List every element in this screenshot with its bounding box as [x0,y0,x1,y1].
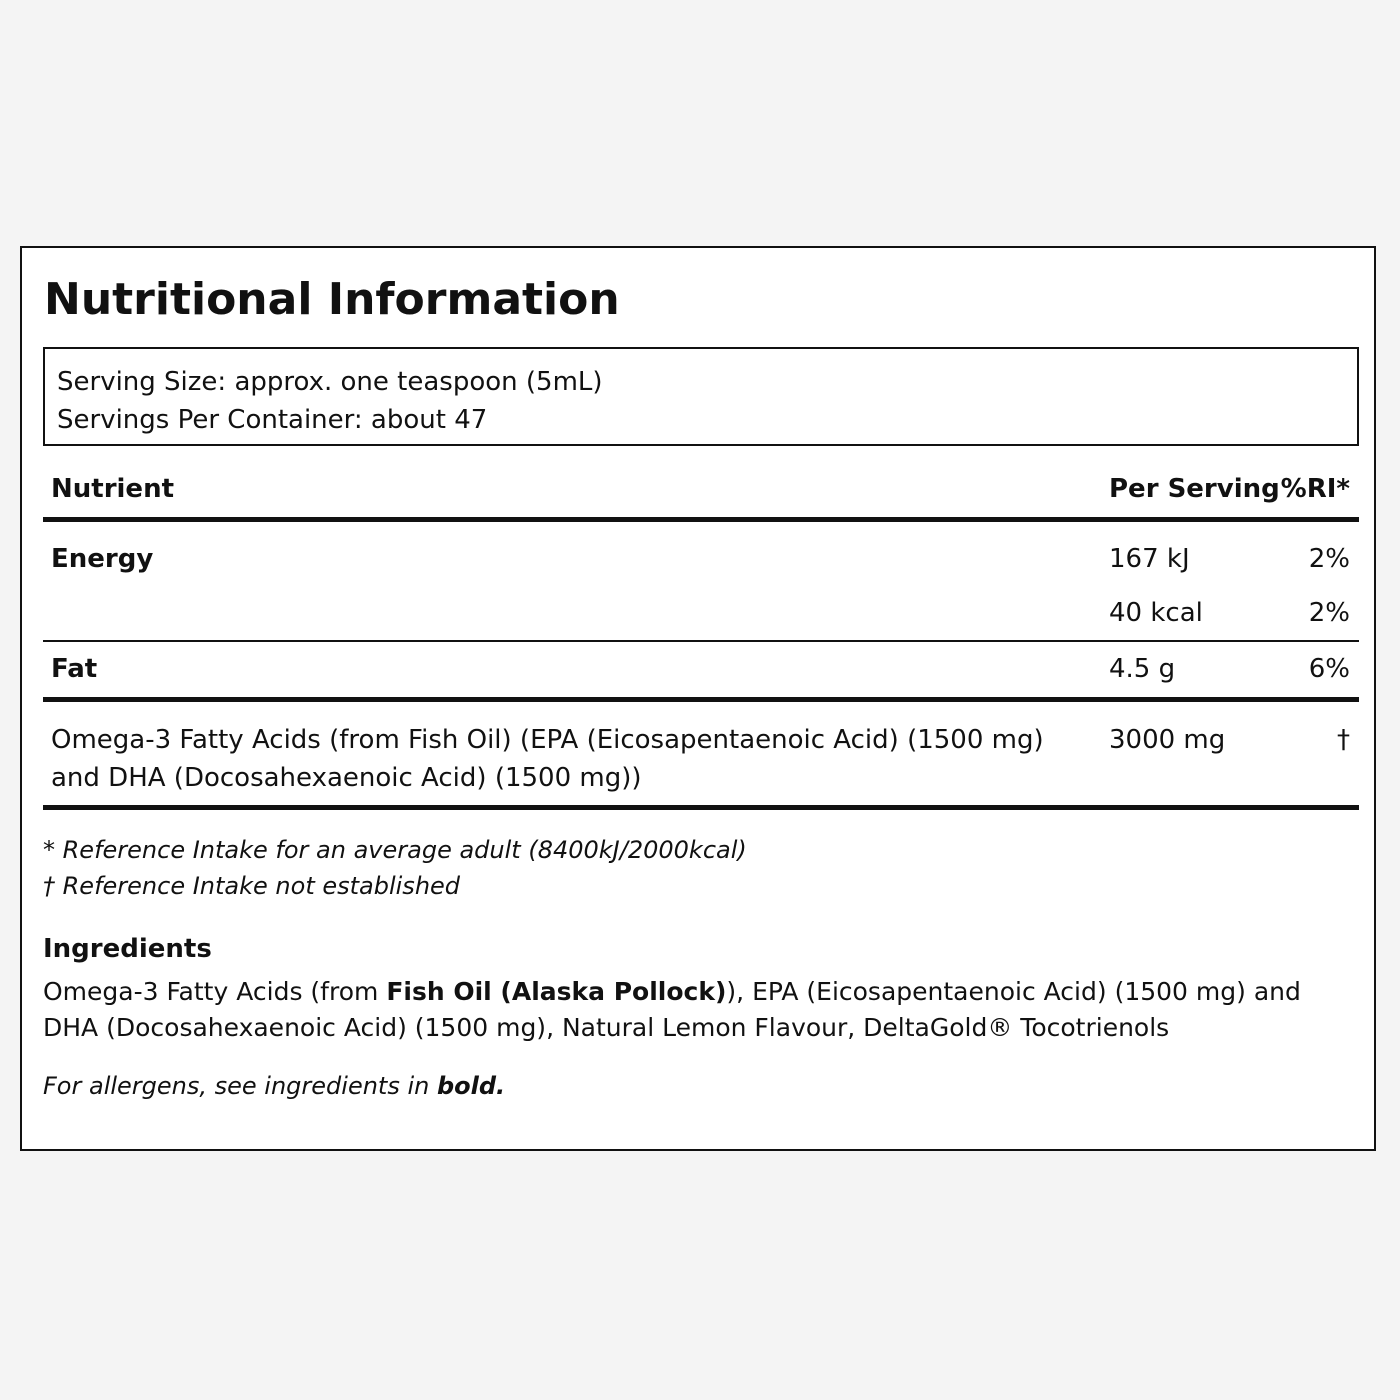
footnote-not-established: † Reference Intake not established [43,872,461,900]
allergen-note-text: For allergens, see ingredients in [43,1072,437,1100]
allergen-note [43,1072,505,1100]
header-ri: %RI* [1280,474,1350,504]
energy-divider [43,640,1359,642]
footnote-ri: * Reference Intake for an average adult (8400kJ/2000kcal) [43,836,747,864]
allergen-note-bold: bold. [436,1072,506,1100]
serving-size: Serving Size: approx. one teaspoon (5mL) [57,367,603,397]
fat-value: 4.5 g [1109,654,1176,684]
ingredients-allergen: Fish Oil (Alaska Pollock) [386,977,727,1006]
ingredients-text [43,974,1343,1046]
nutrient-name-omega3: Omega-3 Fatty Acids (from Fish Oil) (EPA (Eicosapentaenoic Acid) (1500 mg) and DHA (Docosahexaenoic Acid) (1500 mg)) [51,725,1044,793]
energy-kj-value: 167 kJ [1109,544,1190,574]
serving-info-box [43,347,1359,446]
header-divider [43,517,1359,522]
omega3-ri: † [1337,725,1350,755]
ingredients-part2: ), EPA (Eicosapentaenoic Acid) (1500 mg) and DHA (Docosahexaenoic Acid) (1500 mg), Natural Lemon Flavour, DeltaGold® Tocotrienols [43,977,1301,1042]
header-per-serving: Per Serving [1109,474,1280,504]
ingredients-title: Ingredients [43,934,212,964]
omega3-value: 3000 mg [1109,725,1226,755]
page-title: Nutritional Information [44,274,620,325]
energy-kj-ri: 2% [1308,544,1350,574]
servings-per-container: Servings Per Container: about 47 [57,405,488,435]
nutrient-name-energy: Energy [51,544,154,574]
ingredients-part1: Omega-3 Fatty Acids (from [43,977,387,1006]
header-nutrient: Nutrient [51,474,175,504]
table-bottom-divider [43,805,1359,810]
nutrient-name-fat: Fat [51,654,98,684]
energy-kcal-ri: 2% [1308,598,1350,628]
energy-kcal-value: 40 kcal [1109,598,1203,628]
fat-ri: 6% [1308,654,1350,684]
nutrition-panel [20,246,1376,1151]
fat-divider [43,697,1359,702]
